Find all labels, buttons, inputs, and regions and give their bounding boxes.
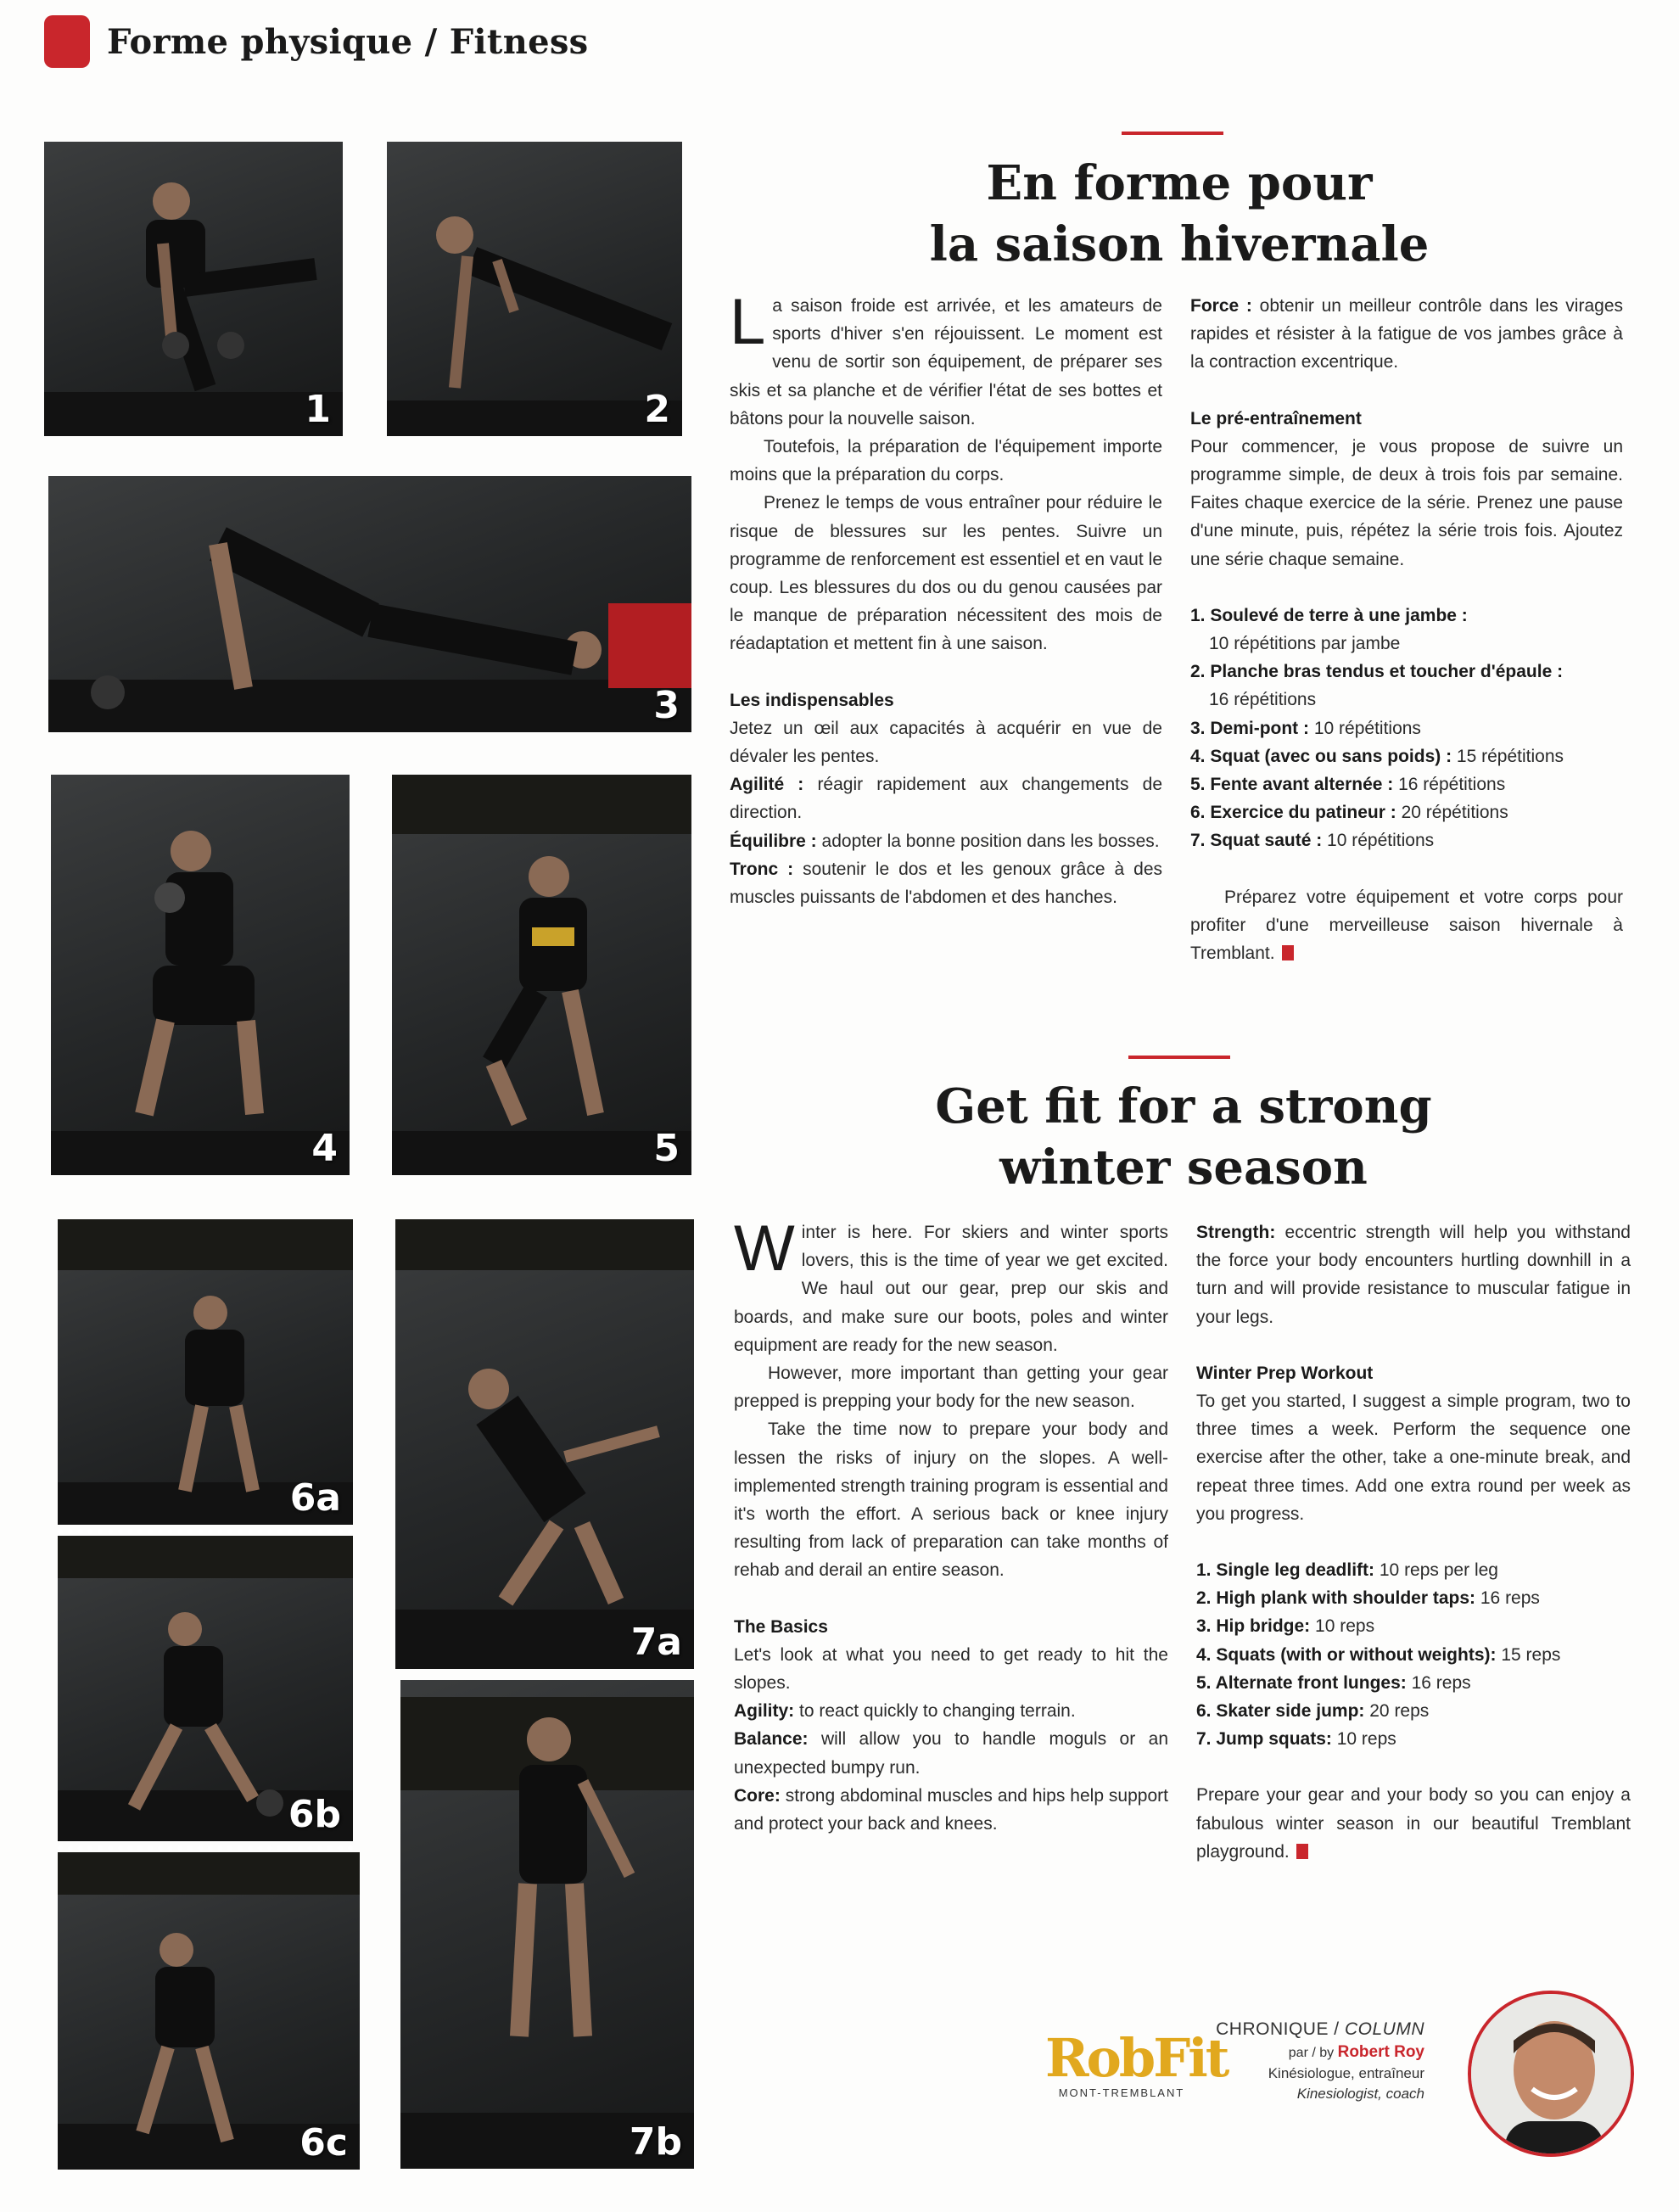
fr-paragraph: Pour commencer, je vous propose de suivre un programme simple, de deux à trois fois par semaine. Faites chaque exercice de la série. Prenez une pause d'une minute, puis, répétez la série trois fois. Ajoutez une série chaque semaine. (1190, 436, 1623, 569)
item-label: 7. Jump squats: (1196, 1729, 1332, 1750)
list-item (1196, 1641, 1631, 1669)
title-rule (1128, 1056, 1230, 1059)
item-label: 1. Soulevé de terre à une jambe : (1190, 605, 1468, 625)
paragraph-text: a saison froide est arrivée, et les amateurs de sports d'hiver s'en réjouissent. Le moment est venu de sortir son équipement, de préparer ses skis et sa planche et de vérifier l'état de ses bottes et bâtons pour la nouvelle saison. (730, 296, 1162, 428)
photo-label: 6c (299, 2121, 348, 2164)
author-portrait-icon (1471, 1994, 1634, 2157)
exercise-photo-6b (58, 1536, 353, 1841)
fr-column-right (1190, 292, 1623, 967)
fr-paragraph: Jetez un œil aux capacités à acquérir en vue de dévaler les pentes. (730, 718, 1162, 767)
item-text: 10 reps per leg (1379, 1560, 1498, 1581)
photo-label: 4 (311, 1127, 338, 1170)
fr-basics-heading: Les indispensables (730, 690, 894, 710)
fr-basic-item (730, 855, 1162, 911)
end-mark-icon (1296, 1844, 1308, 1859)
photo-label: 6a (289, 1476, 341, 1520)
paragraph-text: inter is here. For skiers and winter sports lovers, this is the time of year we get excited. We haul out our gear, prep our skis and boards, and make sure our boots, poles and winter equipment are ready for the new season. (734, 1223, 1168, 1355)
en-workout-heading: Winter Prep Workout (1196, 1363, 1374, 1383)
fr-basic-item (730, 770, 1162, 826)
photo-label: 7b (629, 2120, 682, 2164)
list-item (1196, 1669, 1631, 1697)
by-prefix: par / by (1288, 2046, 1335, 2060)
exercise-photo-3 (48, 476, 691, 732)
exercise-photo-icon (400, 1680, 694, 2169)
item-label: Balance: (734, 1729, 809, 1750)
en-basic-item (734, 1782, 1168, 1838)
item-label: 1. Single leg deadlift: (1196, 1560, 1375, 1581)
list-item (1190, 658, 1623, 686)
item-text: strong abdominal muscles and hips help support and protect your back and knees. (734, 1785, 1168, 1834)
list-item (1196, 1725, 1631, 1753)
item-text: 16 répétitions (1209, 690, 1317, 710)
item-label: 6. Skater side jump: (1196, 1701, 1365, 1722)
item-text: to react quickly to changing terrain. (799, 1701, 1076, 1722)
exercise-photo-4 (51, 775, 350, 1175)
list-item (1190, 798, 1623, 826)
photo-divider (58, 1529, 353, 1534)
column-label (1216, 2019, 1424, 2040)
robfit-logo (1045, 2027, 1228, 2099)
exercise-photo-icon (387, 142, 682, 436)
fr-paragraph: Toutefois, la préparation de l'équipement importe moins que la préparation du corps. (730, 437, 1162, 485)
exercise-photo-5 (392, 775, 691, 1175)
exercise-photo-icon (392, 775, 691, 1175)
author-name: Robert Roy (1337, 2043, 1424, 2061)
exercise-photo-7a (395, 1219, 694, 1669)
item-text: réagir rapidement aux changements de direction. (730, 775, 1163, 823)
en-basic-item (734, 1725, 1168, 1781)
item-label: 5. Alternate front lunges: (1196, 1672, 1407, 1693)
fr-basic-item (1190, 292, 1623, 377)
logo-text: RobFit (1045, 2027, 1228, 2089)
item-text: 15 répétitions (1456, 746, 1564, 766)
en-paragraph: To get you started, I suggest a simple program, two to three times a week. Perform the sequence one exercise after the other, take a one-minute break, and repeat three times. Add one extra round per week as you progress. (1196, 1392, 1631, 1524)
column-label-en: COLUMN (1344, 2019, 1424, 2039)
exercise-photo-2 (387, 142, 682, 436)
logo-subtitle: MONT-TREMBLANT (1058, 2086, 1185, 2099)
section-title: Forme physique / Fitness (107, 21, 589, 62)
author-role-fr: Kinésiologue, entraîneur (1268, 2065, 1424, 2081)
item-label: 3. Demi-pont : (1190, 718, 1309, 738)
drop-cap: W (734, 1212, 795, 1285)
list-item (1196, 1556, 1631, 1584)
list-item (1190, 770, 1623, 798)
item-text: 20 reps (1369, 1701, 1430, 1722)
item-text: eccentric strength will help you withstand the force your body encounters hurtling downhill in a turn and will provide resistance to muscular fatigue in your legs. (1196, 1223, 1631, 1327)
photo-label: 5 (653, 1127, 680, 1170)
item-text: 10 répétitions (1313, 718, 1421, 738)
item-text: will allow you to handle moguls or an unexpected bumpy run. (734, 1729, 1168, 1778)
item-text: 15 reps (1501, 1644, 1561, 1665)
exercise-photo-icon (51, 775, 350, 1175)
en-basic-item (1196, 1218, 1631, 1331)
list-item (1196, 1697, 1631, 1725)
item-text: 16 répétitions (1398, 775, 1506, 795)
fr-column-left (730, 286, 1163, 911)
photo-label: 7a (630, 1621, 682, 1664)
item-text: 10 reps (1336, 1729, 1396, 1750)
item-label: 6. Exercice du patineur : (1190, 803, 1396, 823)
item-label: 4. Squats (with or without weights): (1196, 1644, 1497, 1665)
drop-cap: L (730, 286, 766, 358)
list-item (1196, 1612, 1631, 1640)
item-text: 10 reps (1315, 1616, 1375, 1637)
fr-paragraph: Prenez le temps de vous entraîner pour réduire le risque de blessures sur les pentes. Suivre un programme de renforcement est essentiel et en vaut le coup. Les blessures du dos ou du genou causées par le manque de préparation nécessitent des mois de réadaptation et mettent fin à une saison. (730, 493, 1162, 654)
item-text: adopter la bonne position dans les bosses. (821, 831, 1160, 851)
item-text: 16 reps (1411, 1672, 1471, 1693)
photo-label: 1 (305, 388, 331, 431)
column-label-fr: CHRONIQUE / (1216, 2019, 1340, 2039)
item-label: Agility: (734, 1701, 795, 1722)
exercise-photo-icon (48, 476, 691, 732)
exercise-photo-icon (395, 1219, 694, 1669)
item-text: obtenir un meilleur contrôle dans les virages rapides et résister à la fatigue de vos jambes grâce à la contraction excentrique. (1190, 296, 1623, 372)
fr-closing-paragraph (1190, 883, 1623, 968)
title-line: Get fit for a strong (935, 1078, 1432, 1134)
title-rule (1122, 132, 1223, 135)
photo-label: 6b (288, 1793, 341, 1836)
list-item (1190, 826, 1623, 854)
item-label: 7. Squat sauté : (1190, 831, 1323, 851)
en-closing-paragraph (1196, 1781, 1631, 1866)
en-exercise-list (1196, 1556, 1631, 1753)
author-line (1216, 2043, 1424, 2062)
exercise-photo-6a (58, 1219, 353, 1525)
item-label: 2. High plank with shoulder taps: (1196, 1588, 1476, 1609)
fr-exercise-list (1190, 602, 1623, 855)
en-column-right (1196, 1218, 1631, 1866)
article-title-en (848, 1076, 1519, 1198)
photo-divider (58, 1845, 353, 1851)
item-label: 3. Hip bridge: (1196, 1616, 1311, 1637)
item-label: Équilibre : (730, 831, 817, 851)
item-text: 10 répétitions par jambe (1209, 634, 1401, 654)
fr-workout-heading: Le pré-entraînement (1190, 408, 1362, 428)
title-line: En forme pour (986, 155, 1373, 211)
en-basics-heading: The Basics (734, 1616, 828, 1637)
exercise-photo-6c (58, 1852, 360, 2170)
fr-basic-item (730, 827, 1162, 855)
item-text: 16 reps (1480, 1588, 1540, 1609)
author-avatar (1468, 1991, 1634, 2157)
paragraph-text: Préparez votre équipement et votre corps pour profiter d'une merveilleuse saison hivernale à Tremblant. (1190, 887, 1623, 964)
item-label: Core: (734, 1785, 781, 1806)
en-paragraph: However, more important than getting your gear prepped is prepping your body for the new season. (734, 1364, 1168, 1412)
section-marker-icon (44, 15, 90, 68)
list-item (1190, 602, 1623, 630)
en-paragraph: Let's look at what you need to get ready to hit the slopes. (734, 1644, 1168, 1694)
title-line: winter season (999, 1140, 1368, 1196)
article-title-fr (848, 153, 1510, 275)
item-label: 2. Planche bras tendus et toucher d'épaule : (1190, 662, 1564, 682)
item-text: soutenir le dos et les genoux grâce à des muscles puissants de l'abdomen et des hanches. (730, 859, 1162, 908)
item-label: 5. Fente avant alternée : (1190, 775, 1394, 795)
photo-label: 3 (653, 684, 680, 727)
photo-label: 2 (644, 388, 670, 431)
en-intro-paragraph (734, 1212, 1168, 1359)
item-label: Agilité : (730, 775, 804, 795)
list-item (1190, 742, 1623, 770)
en-paragraph: Take the time now to prepare your body and lessen the risks of injury on the slopes. A well-implemented strength training program is essential and it's worth the effort. A serious back or knee injury resulting from lack of preparation can take months of rehab and derail an entire season. (734, 1420, 1168, 1581)
author-role-en: Kinesiologist, coach (1296, 2086, 1424, 2102)
column-byline (1216, 2019, 1424, 2103)
title-line: la saison hivernale (929, 216, 1430, 272)
list-item (1196, 1584, 1631, 1612)
exercise-photo-icon (44, 142, 343, 436)
end-mark-icon (1282, 945, 1294, 960)
item-label: 4. Squat (avec ou sans poids) : (1190, 746, 1452, 766)
item-label: Strength: (1196, 1223, 1276, 1242)
item-text: 20 répétitions (1401, 803, 1508, 823)
item-label: Force : (1190, 296, 1252, 316)
exercise-photo-7b (400, 1680, 694, 2169)
item-label: Tronc : (730, 859, 794, 879)
en-column-left (734, 1212, 1168, 1838)
item-text: 10 répétitions (1327, 831, 1435, 851)
en-basic-item (734, 1697, 1168, 1725)
section-header (44, 15, 588, 68)
fr-intro-paragraph (730, 286, 1162, 433)
list-item (1190, 714, 1623, 742)
paragraph-text: Prepare your gear and your body so you can enjoy a fabulous winter season in our beautiful Tremblant playground. (1196, 1785, 1631, 1862)
exercise-photo-1 (44, 142, 343, 436)
